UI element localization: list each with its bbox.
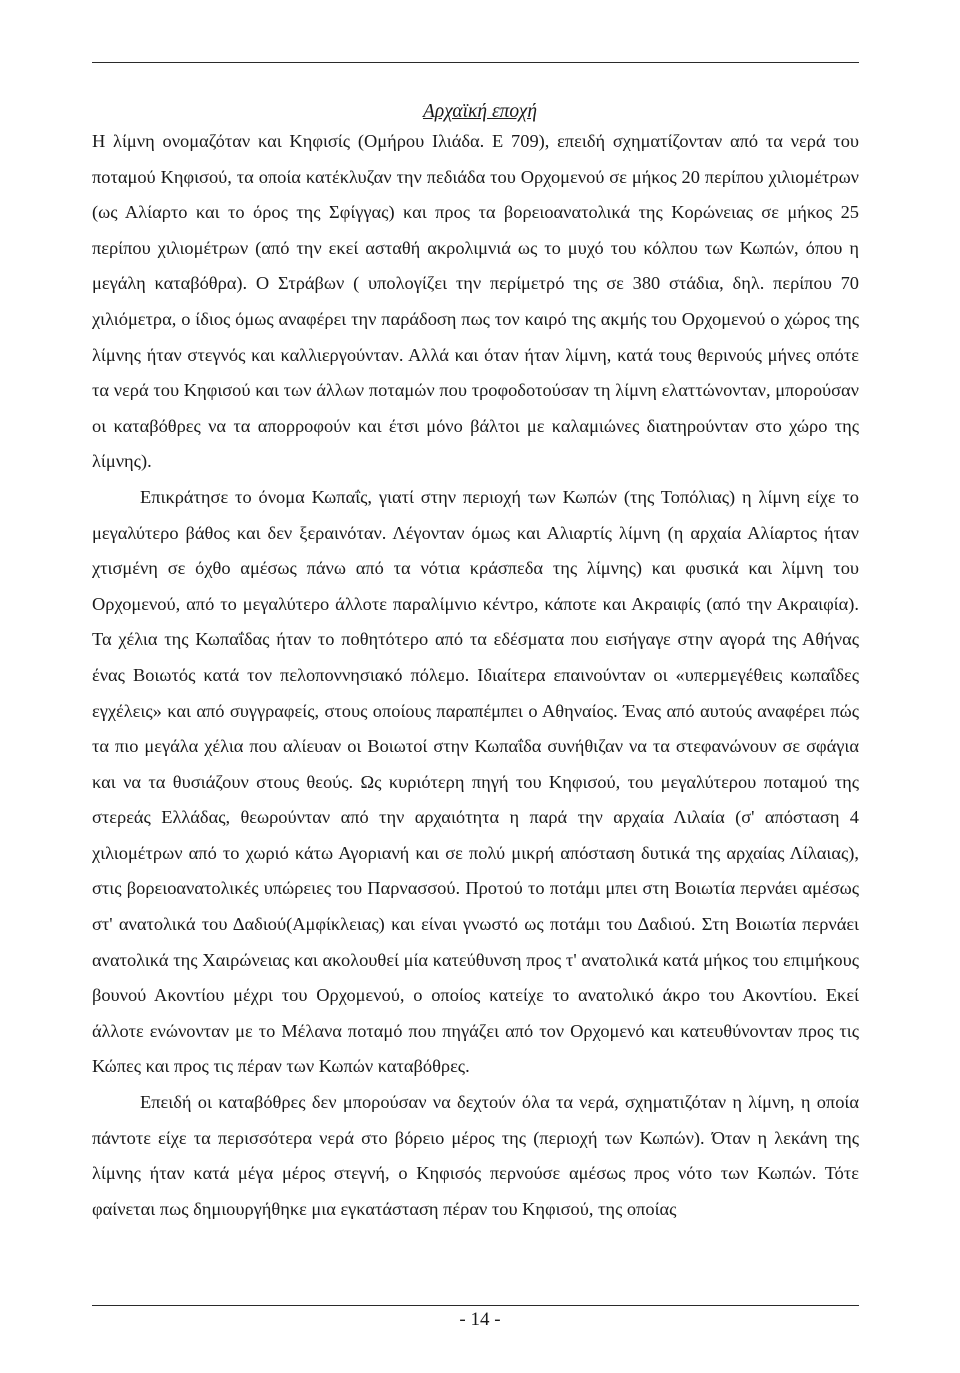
- paragraph-3: Επειδή οι καταβόθρες δεν μπορούσαν να δεχτούν όλα τα νερά, σχηματιζόταν η λίμνη, η οποία πάντοτε είχε τα περισσότερα νερά στο βόρειο μέρος της (περιοχή των Κωπών). Όταν η λεκάνη της λίμνης ήταν κατά μέγα μέρος στεγνή, ο Κηφισός περνούσε αμέσως προς νότο των Κωπών. Τότε φαίνεται πως δημιουργήθηκε μια εγκατάσταση πέραν του Κηφισού, της οποίας: [92, 1092, 859, 1219]
- section-title: Αρχαϊκή εποχή: [422, 101, 538, 122]
- bottom-rule: [92, 1305, 859, 1306]
- page-number: - 14 -: [459, 1309, 501, 1330]
- paragraph-2: Επικράτησε το όνομα Κωπαΐς, γιατί στην περιοχή των Κωπών (της Τοπόλιας) η λίμνη είχε το μεγαλύτερο βάθος και δεν ξεραινόταν. Λέγονταν όμως και Αλιαρτίς λίμνη (η αρχαία Αλίαρτος ήταν χτισμένη σε όχθο αμέσως πάνω από τα νότια κράσπεδα της λίμνης) και φυσικά και λίμνη του Ορχομενού, από το μεγαλύτερο άλλοτε παραλίμνιο κέντρο, κάποτε και Ακραιφίς (από την Ακραιφία). Τα χέλια της Κωπαΐδας ήταν το ποθητότερο από τα εδέσματα που εισήγαγε στην αγορά της Αθήνας ένας Βοιωτός κατά τον πελοποννησιακό πόλεμο. Ιδιαίτερα επαινούνταν οι «υπερμεγέθεις κωπαΐδες εγχέλεις» και από συγγραφείς, στους οποίους παραπέμπει ο Αθηναίος. Ένας από αυτούς αναφέρει πώς τα πιο μεγάλα χέλια που αλίευαν οι Βοιωτοί στην Κωπαΐδα συνήθιζαν να τα στεφανώνουν σε σφάγια και να τα θυσιάζουν στους θεούς. Ως κυριότερη πηγή του Κηφισού, του μεγαλύτερου ποταμού της στερεάς Ελλάδας, θεωρούνταν από την αρχαιότητα η παρά την αρχαία Λιλαία (σ' απόσταση 4 χιλιομέτρων από το χωριό κάτω Αγοριανή και σε πολύ μικρή απόσταση δυτικά της αρχαίας Λίλαιας), στις βορειοανατολικές υπώρειες του Παρνασσού. Προτού το ποτάμι μπει στη Βοιωτία περνάει αμέσως στ' ανατολικά του Δαδιού(Αμφίκλειας) και είναι γνωστό ως ποτάμι του Δαδιού. Στη Βοιωτία περνάει ανατολικά της Χαιρώνειας και ακολουθεί μία κατεύθυνση προς τ' ανατολικά κατά μήκος του επιμήκους βουνού Ακοντίου μέχρι του Ορχομενού, ο οποίος κατείχε το ανατολικό άκρο του Ακοντίου. Εκεί άλλοτε ενώνονταν με το Μέλανα ποταμό που πηγάζει από τον Ορχομενό και κατευθύνονταν προς τις Κώπες και προς τις πέραν των Κωπών καταβόθρες.: [92, 486, 859, 1077]
- body-text: [92, 124, 859, 1227]
- paragraph-1: Η λίμνη ονομαζόταν και Κηφισίς (Ομήρου Ιλιάδα. Ε 709), επειδή σχηματίζονταν από τα νερά του ποταμού Κηφισού, τα οποία κατέκλυζαν την πεδιάδα του Ορχομενού σε μήκος 20 περίπου χιλιομέτρων (ως Αλίαρτο και το όρος της Σφίγγας) και προς τα βορειοανατολικά της Κορώνειας σε μήκος 25 περίπου χιλιομέτρων (από την εκεί ασταθή ακρολιμνιά ως το μυχό του κόλπου των Κωπών, όπου η μεγάλη καταβόθρα). Ο Στράβων ( υπολογίζει την περίμετρό της σε 380 στάδια, δηλ. περίπου 70 χιλιόμετρα, ο ίδιος όμως αναφέρει την παράδοση πως τον καιρό της ακμής του Ορχομενού ο χώρος της λίμνης ήταν στεγνός και καλλιεργούνταν. Αλλά και όταν ήταν λίμνη, κατά τους θερινούς μήνες οπότε τα νερά του Κηφισού και των άλλων ποταμών που τροφοδοτούσαν τη λίμνη ελαττώνονταν, μπορούσαν οι καταβόθρες να τα απορροφούν και έτσι μόνο βάλτοι με καλαμιώνες διατηρούνταν στο χώρο της λίμνης).: [92, 131, 859, 472]
- top-rule: [92, 62, 859, 63]
